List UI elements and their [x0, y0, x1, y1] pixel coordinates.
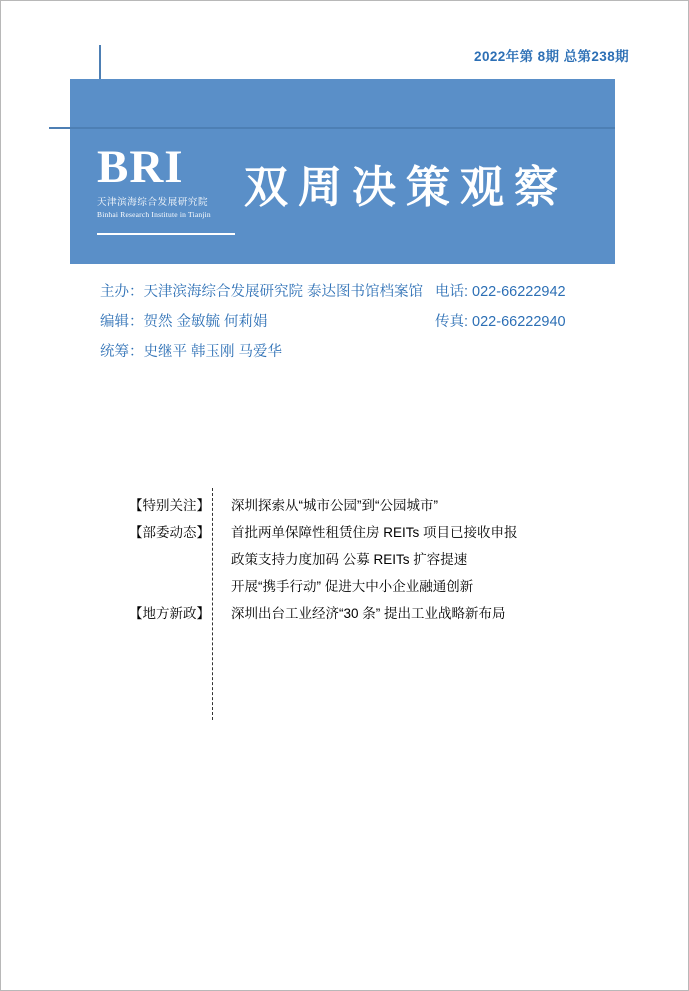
table-of-contents: [129, 494, 599, 629]
credit-right: 传真: 022-66222940: [435, 314, 566, 330]
toc-category: 【特别关注】: [129, 498, 210, 513]
toc-category: 【地方新政】: [129, 606, 210, 621]
toc-headline: 首批两单保障性租赁住房 REITs 项目已接收申报: [231, 525, 518, 540]
logo-name-en: Binhai Research Institute in Tianjin: [97, 210, 211, 219]
toc-item: [129, 548, 599, 575]
toc-headline: 政策支持力度加码 公募 REITs 扩容提速: [231, 552, 468, 567]
credits-block: [100, 280, 600, 370]
logo-acronym: BRI: [97, 141, 184, 193]
toc-headline: 深圳探索从“城市公园”到“公园城市”: [231, 498, 438, 513]
toc-headline: 开展“携手行动” 促进大中小企业融通创新: [231, 579, 474, 594]
toc-item: [129, 521, 599, 548]
credit-right: 电话: 022-66222942: [435, 284, 566, 300]
toc-item: [129, 575, 599, 602]
logo-underline: [97, 233, 235, 235]
toc-item: [129, 602, 599, 629]
publication-title: 双周决策观察: [244, 162, 568, 213]
credit-row: [100, 340, 600, 370]
issue-number: 2022年第 8期 总第238期: [474, 49, 629, 64]
credit-row: [100, 280, 600, 310]
credit-left: 统筹：史继平 韩玉刚 马爱华: [100, 344, 283, 360]
masthead-horizontal-rule: [49, 127, 615, 129]
credit-left: 主办：天津滨海综合发展研究院 泰达图书馆档案馆: [100, 284, 424, 300]
toc-item: [129, 494, 599, 521]
toc-category: 【部委动态】: [129, 525, 210, 540]
credit-left: 编辑：贺然 金敏毓 何莉娟: [100, 314, 268, 330]
credit-row: [100, 310, 600, 340]
toc-headline: 深圳出台工业经济“30 条” 提出工业战略新布局: [231, 606, 506, 621]
institute-logo: [97, 141, 237, 219]
logo-name-cn: 天津滨海综合发展研究院: [97, 197, 209, 208]
